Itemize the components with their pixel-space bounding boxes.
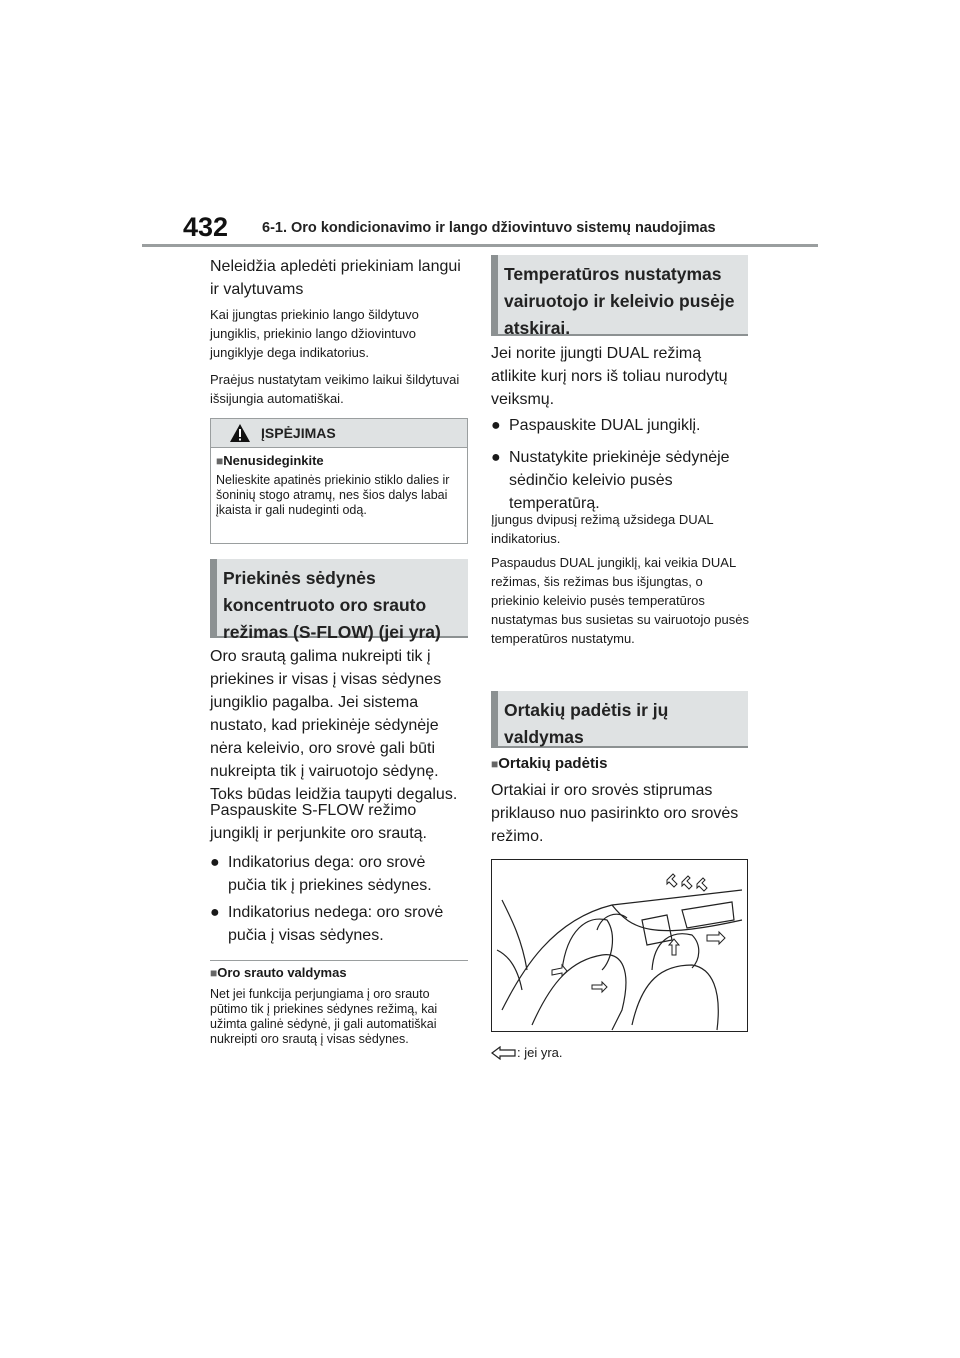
warning-item-title: ■Nenusideginkite <box>216 453 324 468</box>
sflow-paragraph-1: Oro srautą galima nukreipti tik į priekines ir visas į visas sėdynes jungiklio pagalba. Jei sistema nustato, kad priekinėje sėdynėje nėra keleivio, oro srovė gali būti nukreipta tik į vairuotojo sėdynę. Toks būdas leidžia taupyti degalus. <box>210 648 458 803</box>
warning-triangle-icon <box>229 423 251 443</box>
bullet-icon: ● <box>210 854 220 871</box>
vent-illustration <box>491 859 748 1032</box>
square-bullet-icon: ■ <box>216 454 224 468</box>
chapter-title: 6-1. Oro kondicionavimo ir lango džiovintuvo sistemų naudojimas <box>262 220 716 236</box>
car-interior-illustration <box>492 860 747 1031</box>
vent-arrow-icon <box>491 1046 517 1060</box>
intro-title: Neleidžia apledėti priekiniam langui ir valytuvams <box>210 258 461 298</box>
page-number: 432 <box>183 212 229 242</box>
dual-note-1: Įjungus dvipusį režimą užsidega DUAL indikatorius. <box>491 512 714 546</box>
warning-title: ĮSPĖJIMAS <box>261 425 336 441</box>
intro-paragraph-1: Kai įjungtas priekinio lango šildytuvo jungiklis, priekinio lango džiovintuvo jungiklyje dega indikatorius. <box>210 307 419 360</box>
list-item: ● Paspauskite DUAL jungiklį. <box>491 414 749 437</box>
sflow-paragraph-2: Paspauskite S-FLOW režimo jungiklį ir perjunkite oro srautą. <box>210 802 427 842</box>
bullet-icon: ● <box>491 449 501 466</box>
airflow-control-text: Net jei funkcija perjungiama į oro srauto pūtimo tik į priekines sėdynes režimą, kai užimta galinė sėdynė, ji gali automatiškai nukreipti oro srautą į visas sėdynes. <box>210 987 438 1046</box>
figure-caption <box>491 1043 563 1062</box>
header-rule <box>142 244 818 247</box>
square-bullet-icon: ■ <box>491 757 499 771</box>
caption-text: : jei yra. <box>517 1045 563 1060</box>
list-item: ● Nustatykite priekinėje sėdynėje sėdinčio keleivio pusės temperatūrą. <box>491 446 749 515</box>
section-heading-dual: Temperatūros nustatymas vairuotojo ir keleivio pusėje atskirai. <box>491 255 748 336</box>
intro-paragraph-2: Praėjus nustatytam veikimo laikui šildytuvai išsijungia automatiškai. <box>210 372 460 406</box>
airflow-control-title: ■Oro srauto valdymas <box>210 965 347 980</box>
bullet-icon: ● <box>210 904 220 921</box>
warning-box <box>210 418 468 544</box>
section-heading-sflow: Priekinės sėdynės koncentruoto oro srauto režimas (S-FLOW) (jei yra) <box>210 559 468 638</box>
subsection-divider <box>210 960 468 961</box>
bullet-icon: ● <box>491 417 501 434</box>
dual-bullet-list <box>491 414 749 515</box>
vent-paragraph: Ortakiai ir oro srovės stiprumas priklauso nuo pasirinkto oro srovės režimo. <box>491 782 739 845</box>
warning-header <box>211 419 467 448</box>
section-heading-vents: Ortakių padėtis ir jų valdymas <box>491 691 748 748</box>
square-bullet-icon: ■ <box>210 966 218 980</box>
dual-note-2: Paspaudus DUAL jungiklį, kai veikia DUAL režimas, šis režimas bus išjungtas, o priekinio keleivio pusės temperatūros nustatymas bus susietas su vairuotojo pusės temperatūros nustatymu. <box>491 555 749 646</box>
list-item: ● Indikatorius nedega: oro srovė pučia į visas sėdynes. <box>210 901 468 947</box>
warning-item-text: Nelieskite apatinės priekinio stiklo dalies ir šoninių stogo atramų, nes šios dalys labai įkaista ir gali nudeginti odą. <box>216 473 450 517</box>
list-item: ● Indikatorius dega: oro srovė pučia tik į priekines sėdynes. <box>210 851 468 897</box>
dual-paragraph: Jei norite įjungti DUAL režimą atlikite kurį nors iš toliau nurodytų veiksmų. <box>491 345 728 408</box>
vent-position-title: ■Ortakių padėtis <box>491 755 608 772</box>
sflow-bullet-list <box>210 851 468 947</box>
